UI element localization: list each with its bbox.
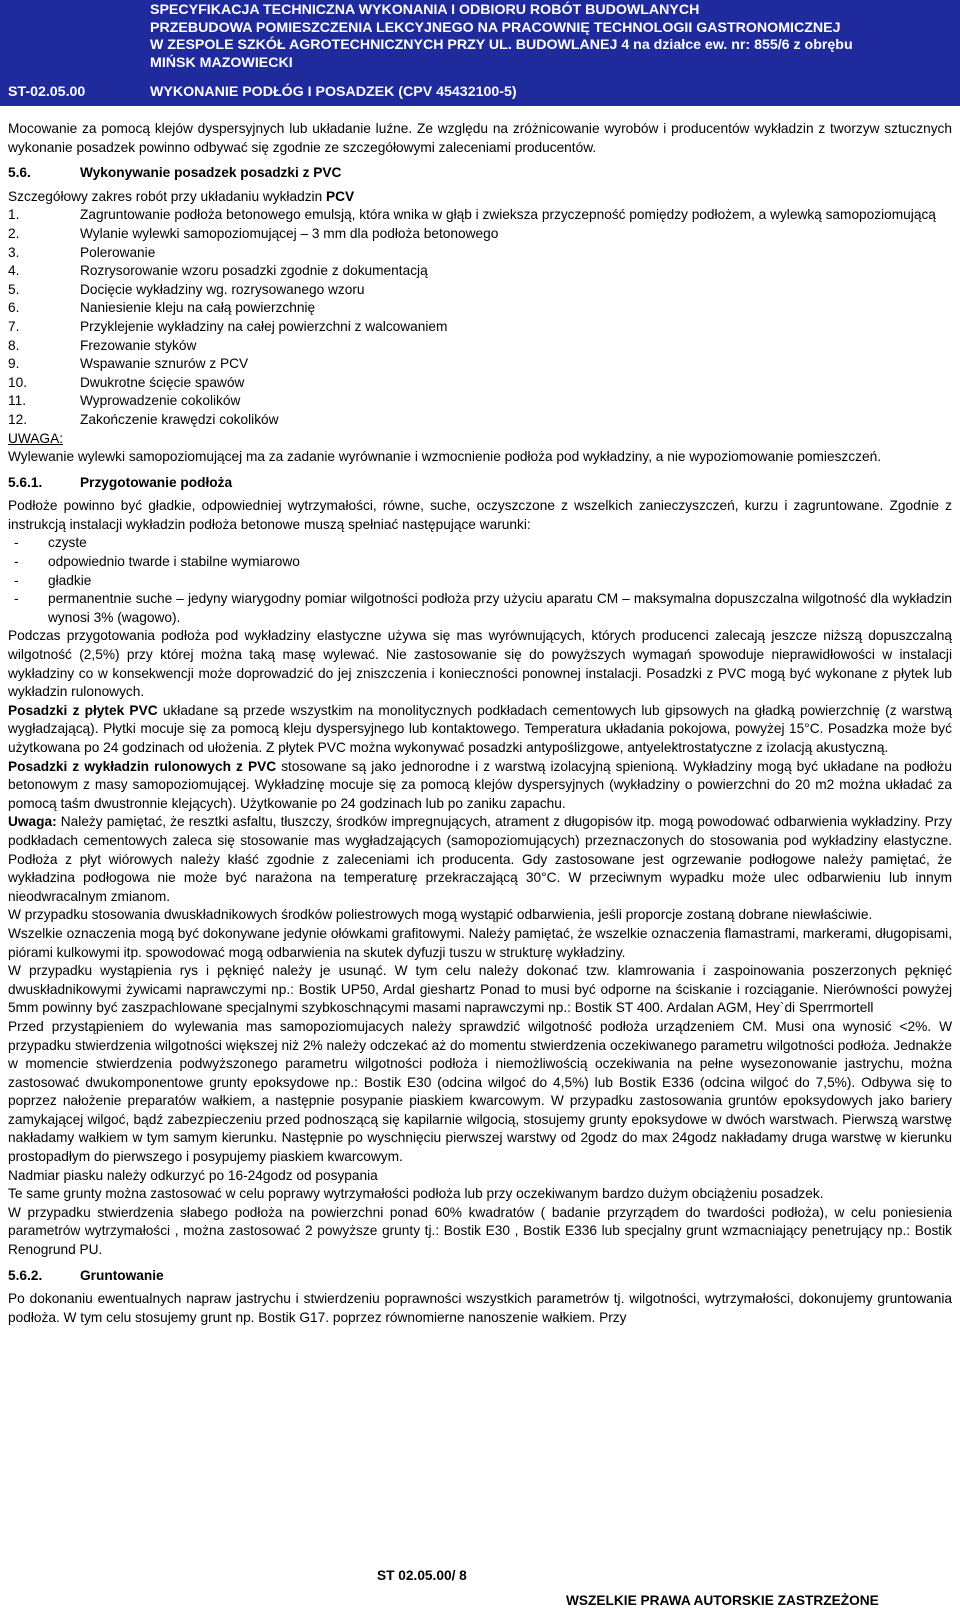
prep-paragraph: Podłoże powinno być gładkie, odpowiedniej wytrzymałości, równe, suche, oczyszczone z wszelkich zanieczyszczeń, kurzu i zagruntowane. Zgodnie z instrukcją instalacji wykładzin podłoża betonowe muszą spełniać następujące warunki:: [8, 498, 952, 532]
note-lead: Uwaga:: [8, 814, 57, 830]
item-text: Przyklejenie wykładziny na całej powierzchni z walcowaniem: [80, 318, 448, 334]
list-item: [8, 572, 952, 591]
list-item: [8, 225, 952, 244]
item-text: Zakończenie krawędzi cokolików: [80, 411, 279, 427]
list-item: [8, 299, 952, 318]
document-footer: [0, 1567, 960, 1613]
item-text: Frezowanie styków: [80, 337, 197, 353]
work-steps-list: [8, 206, 952, 429]
list-item: [8, 206, 952, 225]
sand-paragraph: Nadmiar piasku należy odkurzyć po 16-24godz od posypania: [8, 1167, 378, 1183]
item-text: Dwukrotne ścięcie spawów: [80, 374, 245, 390]
bullet-dash: -: [14, 572, 19, 588]
list-item: [8, 534, 952, 553]
note-text: Należy pamiętać, że resztki asfaltu, tłuszczy, środków impregnujących, atrament z długopisów itp. mogą powodować odbarwienia wykładziny. Przy podkładach cementowych zaleca się stosowanie mas wygładzających (samopoziomujących) przeznaczonych do stosowania pod wykładziny elastyczne. Podłoża z płyt wiórowych należy kłaść zgodnie z zaleceniami ich producenta. Gdy zastosowane jest ogrzewanie podłogowe należy pamiętać, że wykładzina podłogowa nie może być narażona na temperaturę przekraczającą 30°C. W przeciwnym wypadku może ulec odbarwieniu lub innym nieodwracalnym zmianom.: [8, 814, 952, 904]
polyester-paragraph: W przypadku stosowania dwuskładnikowych środków poliestrowych mogą wystąpić odbarwienia, jeśli proporcje zostaną dobrane niewłaściwie.: [8, 907, 873, 923]
bullet-dash: -: [14, 591, 19, 607]
tiles-text: układane są przede wszystkim na monolitycznych podkładach cementowych lub gipsowych na gładką powierzchnię (z warstwą wygładzającą). Płytki mocuje się za pomocą kleju dyspersyjnego lub kontaktowego. Temperatura układania pokojowa, powyżej 15°C. Posadzka może być użytkowana po 24 godzinach od ułożenia. Z płytek PVC można wykonywać posadzki antypoślizgowe, antyelektrostatyczne z izolacją akustyczną.: [8, 702, 953, 755]
item-text: permanentnie suche – jedyny wiarygodny pomiar wilgotności podłoża przy użyciu aparatu CM – maksymalna dopuszczalna wilgotność dla wykładzin wynosi 3% (wagowo).: [48, 591, 952, 625]
section-heading-5-6-1: [8, 474, 952, 493]
note-paragraph: [8, 813, 952, 906]
item-text: Polerowanie: [80, 244, 156, 260]
item-number: 11.: [8, 393, 27, 409]
list-item: [8, 374, 952, 393]
item-number: 10.: [8, 374, 28, 390]
section-number: 5.6.2.: [8, 1267, 43, 1283]
tiles-paragraph: [8, 702, 952, 758]
section-number: 5.6.1.: [8, 474, 43, 490]
section-heading-5-6: [8, 164, 952, 183]
list-item: [8, 355, 952, 374]
document-header: [0, 0, 960, 106]
section-number: 5.6.: [8, 165, 31, 181]
item-text: Wyprowadzenie cokolików: [80, 393, 241, 409]
rolls-paragraph: [8, 758, 952, 814]
item-number: 6.: [8, 300, 20, 316]
scope-text: Szczegółowy zakres robót przy układaniu wykładzin: [8, 188, 327, 204]
list-item: [8, 590, 952, 627]
item-number: 12.: [8, 411, 28, 427]
scope-paragraph: [8, 188, 952, 207]
item-number: 7.: [8, 318, 20, 334]
section-title: Wykonywanie posadzek posadzki z PVC: [80, 165, 342, 181]
item-number: 2.: [8, 225, 20, 241]
prep-paragraph-2: Podczas przygotowania podłoża pod wykładziny elastyczne używa się mas wyrównujących, których producenci zalecają jeszcze niższą dopuszczalną wilgotność (2,5%) przy której można taką masę wylewać. Nie zastosowanie się do powyższych wymagań spowoduje nieprawidłowości w instalacji wykładziny co w konsekwencji może doprowadzić do jej zniszczenia i konieczności ponownej instalacji. Posadzki z PVC mogą być wykonane z płytek lub wykładzin rulonowych.: [8, 628, 952, 700]
section-title: Gruntowanie: [80, 1267, 164, 1283]
list-item: [8, 392, 952, 411]
page-number: ST 02.05.00/ 8: [377, 1568, 467, 1583]
item-text: gładkie: [48, 572, 92, 588]
item-text: Wspawanie sznurów z PCV: [80, 356, 249, 372]
uwaga-paragraph: Wylewanie wylewki samopoziomującej ma za zadanie wyrównanie i wzmocnienie podłoża pod wykładziny, a nie wypoziomowanie pomieszczeń.: [8, 449, 881, 465]
rolls-text: stosowane są jako jednorodne i z warstwą izolacyjną spienioną. Wykładziny mogą być układane na podłożu betonowym z masy samopoziomującej. Wykładzinę mocuje się za pomocą klejów dyspersyjnych (wykładziny o powierzchni do 20 m2 można układać za pomocą taśm dwustronnie klejących). Użytkowanie po 24 godzinach lub po zaniku zapachu.: [8, 758, 952, 811]
list-item: [8, 411, 952, 430]
item-text: czyste: [48, 535, 87, 551]
item-text: odpowiednio twarde i stabilne wymiarowo: [48, 554, 300, 570]
copyright-notice: WSZELKIE PRAWA AUTORSKIE ZASTRZEŻONE: [566, 1593, 879, 1608]
item-number: 8.: [8, 337, 20, 353]
moisture-paragraph: Przed przystąpieniem do wylewania mas samopoziomujacych należy sprawdzić wilgotność podłoża urządzeniem CM. Musi ona wynosić <2%. W przypadku stwierdzenia wilgotności większej niż 2% należy odczekać aż do momentu stwierdzenia oczekiwanego parametru wilgotności podłoża. Jednakże w momencie stwierdzenia podwyższonego parametru wilgotności podłoża i niemożliwością oczekiwania na pełne wysezonowanie jastrychu, można zastosować dwukomponentowe grunty epoksydowe np.: Bostik E30 (odcina wilgoć do 4,5%) lub Bostik E336 (odcina wilgoć do 7,5%). Odbywa się to poprzez nałożenie preparatów wałkiem, a następnie posypanie piaskiem kwarcowym. W przypadku zastosowania gruntów epoksydowych jako bariery zamykającej wilgoć, bądź zabezpieczeniu przed podnoszącą się kapilarnie wilgocią, stosujemy grunty epoksydowe w dwóch warstwach. Pierwszą warstwę nakładamy wałkiem w tym samym kierunku. Następnie po wyschnięciu pierwszej warstwy od 2godz do max 24godz nakładamy druga warstwę w kierunku prostopadłym do pierwszego i posypujemy piaskiem kwarcowym.: [8, 1018, 952, 1165]
rolls-lead: Posadzki z wykładzin rulonowych z PVC: [8, 758, 277, 774]
list-item: [8, 553, 952, 572]
title-line: MIŃSK MAZOWIECKI: [150, 54, 293, 71]
list-item: [8, 318, 952, 337]
list-item: [8, 281, 952, 300]
section-heading-5-6-2: [8, 1267, 952, 1286]
section-title: Przygotowanie podłoża: [80, 474, 233, 490]
item-number: 1.: [8, 207, 20, 223]
markings-paragraph: Wszelkie oznaczenia mogą być dokonywane jedynie ołówkami grafitowymi. Należy pamiętać, że wszelkie oznaczenia flamastrami, markerami, długopisami, piórami kulkowymi itp. spowodować mogą odbarwienia na skutek dyfuzji tuszu w strukturę wykładziny.: [8, 925, 952, 960]
document-body: [8, 120, 952, 1327]
title-line: PRZEBUDOWA POMIESZCZENIA LEKCYJNEGO NA PRACOWNIĘ TECHNOLOGII GASTRONOMICZNEJ: [150, 19, 841, 36]
item-number: 4.: [8, 263, 20, 279]
list-item: [8, 244, 952, 263]
scope-bold: PCV: [326, 188, 355, 204]
item-text: Rozrysorowanie wzoru posadzki zgodnie z dokumentacją: [80, 263, 428, 279]
chapter-title: WYKONANIE PODŁÓG I POSADZEK (CPV 45432100-5): [150, 84, 517, 100]
same-primers-paragraph: Te same grunty można zastosować w celu poprawy wytrzymałości podłoża lub przy oczekiwanym bardzo dużym obciążeniu posadzek.: [8, 1186, 824, 1202]
item-text: Docięcie wykładziny wg. rozrysowanego wzoru: [80, 281, 365, 297]
priming-paragraph: Po dokonaniu ewentualnych napraw jastrychu i stwierdzeniu poprawności wszystkich parametrów tj. wilgotności, wytrzymałości, dokonujemy gruntowania podłoża. W tym celu stosujemy grunt np. Bostik G17. poprzez równomierne nanoszenie wałkiem. Przy: [8, 1291, 952, 1325]
tiles-lead: Posadzki z płytek PVC: [8, 702, 158, 718]
bullet-dash: -: [14, 554, 19, 570]
intro-paragraph: Mocowanie za pomocą klejów dyspersyjnych lub układanie luźne. Ze względu na zróżnicowanie wyrobów i producentów wykładzin z tworzyw sztucznych wykonanie posadzek powinno odbywać się zgodnie ze szczegółowymi zaleceniami producentów.: [8, 121, 952, 155]
item-text: Wylanie wylewki samopoziomującej – 3 mm dla podłoża betonowego: [80, 225, 499, 241]
title-line: W ZESPOLE SZKÓŁ AGROTECHNICZNYCH PRZY UL. BUDOWLANEJ 4 na działce ew. nr: 855/6 z obrębu: [150, 37, 853, 53]
list-item: [8, 337, 952, 356]
weak-substrate-paragraph: W przypadku stwierdzenia słabego podłoża na powierzchni ponad 60% kwadratów ( badanie przyrządem do twardości podłoża), w celu poniesienia parametrów wytrzymałości , można zastosować 2 powyższe grunty tj.: Bostik E30 , Bostik E336 lub specjalny grunt wzmacniający penetrujący np.: Bostik Renogrund PU.: [8, 1204, 952, 1258]
document-title: [150, 2, 955, 72]
cracks-paragraph: W przypadku wystąpienia rys i pęknięć należy je usunąć. W tym celu należy dokonać tzw. klamrowania i zaspoinowania poszerzonych pęknięć dwuskładnikowymi żywicami naprawczymi np.: Bostik UP50, Ardal gieshartz Ponad to musi być odporne na ściskanie i rozciąganie. Nierówności powyżej 5mm powinny być zaszpachlowane specjalnymi szybkoschnącymi masami naprawczymi np.: Bostik ST 400. Ardalan AGM, Hey`di Sperrmortell: [8, 963, 952, 1016]
item-number: 5.: [8, 281, 20, 297]
item-text: Naniesienie kleju na całą powierzchnię: [80, 300, 316, 316]
conditions-list: [8, 534, 952, 627]
item-number: 9.: [8, 356, 20, 372]
item-number: 3.: [8, 244, 20, 260]
spec-code: ST-02.05.00: [8, 84, 86, 100]
uwaga-label: UWAGA:: [8, 430, 64, 446]
item-text: Zagruntowanie podłoża betonowego emulsją, która wnika w głąb i zwieksza przyczepność pomiędzy podłożem, a wylewką samopoziomującą: [80, 207, 936, 223]
list-item: [8, 262, 952, 281]
title-line: SPECYFIKACJA TECHNICZNA WYKONANIA I ODBIORU ROBÓT BUDOWLANYCH: [150, 2, 700, 18]
bullet-dash: -: [14, 535, 19, 551]
